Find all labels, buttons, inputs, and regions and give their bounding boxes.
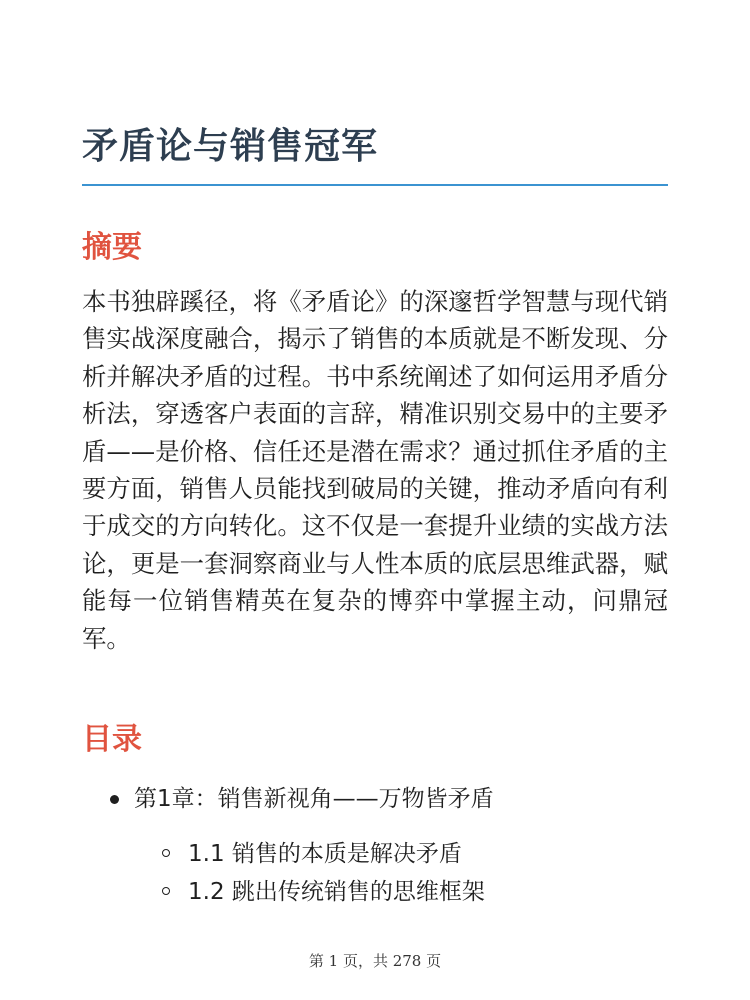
bullet-circle-icon (162, 849, 170, 857)
abstract-body: 本书独辟蹊径，将《矛盾论》的深邃哲学智慧与现代销售实战深度融合，揭示了销售的本质就是不断发现、分析并解决矛盾的过程。书中系统阐述了如何运用矛盾分析法，穿透客户表面的言辞，精准识别交易中的主要矛盾——是价格、信任还是潜在需求？通过抓住矛盾的主要方面，销售人员能找到破局的关键，推动矛盾向有利于成交的方向转化。这不仅是一套提升业绩的实战方法论，更是一套洞察商业与人性本质的底层思维武器，赋能每一位销售精英在复杂的博弈中掌握主动，问鼎冠军。 (82, 287, 668, 653)
toc-chapter-label: 第1章：销售新视角——万物皆矛盾 (134, 786, 494, 812)
title-divider (82, 184, 668, 186)
toc-chapter-item[interactable] (82, 780, 668, 911)
toc-section-label: 1.2 跳出传统销售的思维框架 (188, 879, 485, 905)
bullet-disc-icon (110, 795, 119, 804)
toc-section-item[interactable] (134, 835, 668, 873)
toc-section-label: 1.1 销售的本质是解决矛盾 (188, 841, 462, 867)
abstract-heading: 摘要 (82, 230, 142, 265)
page-number-footer: 第 1 页，共 278 页 (308, 952, 442, 970)
toc-heading: 目录 (82, 722, 142, 757)
toc-section-item[interactable] (134, 873, 668, 911)
toc-list (82, 780, 668, 911)
toc-sublist (134, 835, 668, 911)
bullet-circle-icon (162, 887, 170, 895)
page-title: 矛盾论与销售冠军 (82, 126, 379, 167)
